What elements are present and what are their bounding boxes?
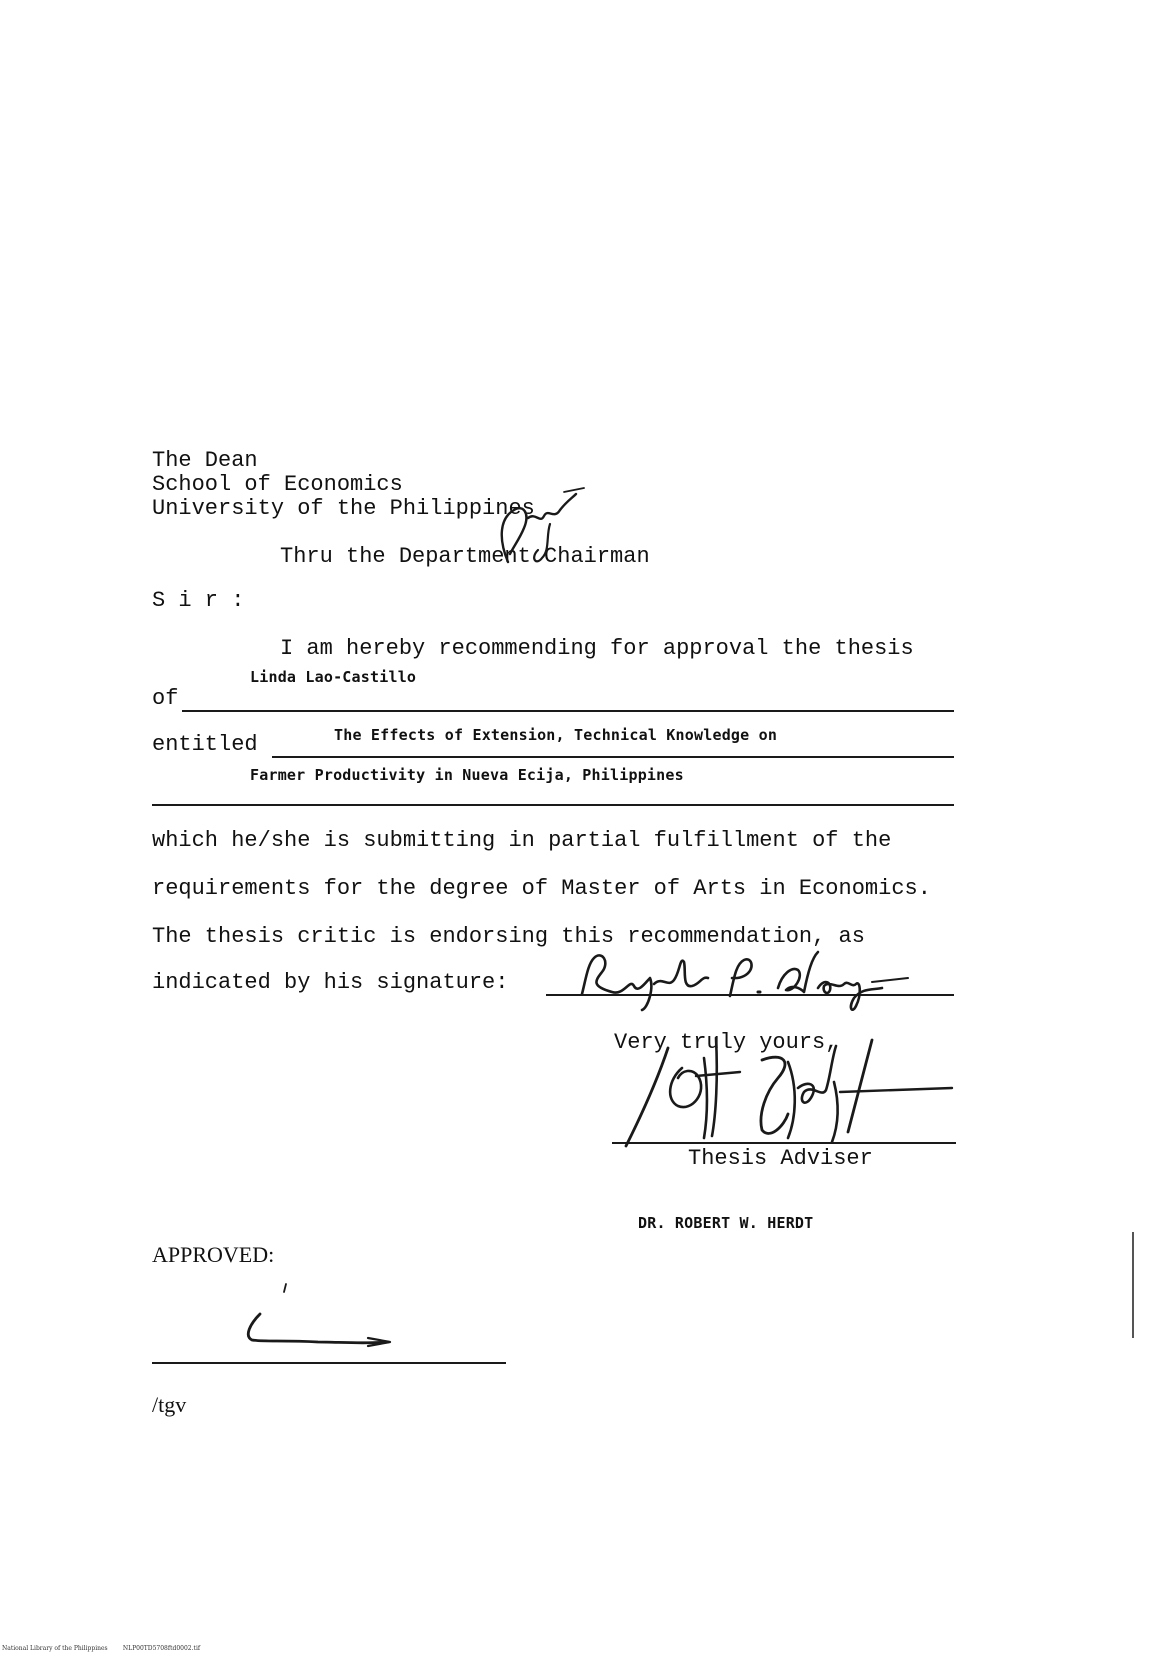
thesis-adviser-label: Thesis Adviser [688, 1146, 873, 1171]
address-line-school: School of Economics [152, 472, 403, 497]
title-underline-2 [152, 804, 954, 806]
student-name: Linda Lao-Castillo [250, 668, 417, 686]
paragraph-line-4: indicated by his signature: [152, 970, 509, 995]
initials-signature [480, 488, 590, 578]
scan-footer [2, 1645, 200, 1653]
thesis-title-line2: Farmer Productivity in Nueva Ecija, Philippines [250, 766, 684, 784]
salutation: S i r : [152, 588, 245, 613]
critic-signature [572, 948, 912, 1018]
adviser-signature [612, 1018, 962, 1158]
approved-label: APPROVED: [152, 1242, 275, 1267]
adviser-name: DR. ROBERT W. HERDT [638, 1214, 814, 1232]
paragraph-line-3: The thesis critic is endorsing this recommendation, as [152, 924, 865, 949]
of-label: of [152, 686, 179, 711]
address-line-dean: The Dean [152, 448, 258, 473]
adviser-signature-line [612, 1142, 956, 1144]
thesis-title-line1: The Effects of Extension, Technical Knowledge on [334, 726, 778, 744]
title-underline-1 [272, 756, 954, 758]
address-line-university: University of the Philippines [152, 496, 535, 521]
student-name-underline [182, 710, 954, 712]
footer-library: National Library of the Philippines [2, 1645, 108, 1652]
dean-signature [228, 1280, 408, 1350]
address-line-thru: Thru the Department Chairman [280, 544, 650, 569]
scan-edge-mark [1132, 1232, 1134, 1338]
paragraph-line-1: which he/she is submitting in partial fulfillment of the [152, 828, 892, 853]
recommend-line: I am hereby recommending for approval the thesis [280, 636, 914, 661]
dean-signature-line [152, 1362, 506, 1364]
typist-initials: /tgv [152, 1392, 187, 1417]
paragraph-line-2: requirements for the degree of Master of Arts in Economics. [152, 876, 931, 901]
entitled-label: entitled [152, 732, 258, 757]
very-truly-yours: Very truly yours, [614, 1030, 839, 1055]
footer-file-id: NLP00TD5708ftd0002.tif [122, 1645, 201, 1652]
